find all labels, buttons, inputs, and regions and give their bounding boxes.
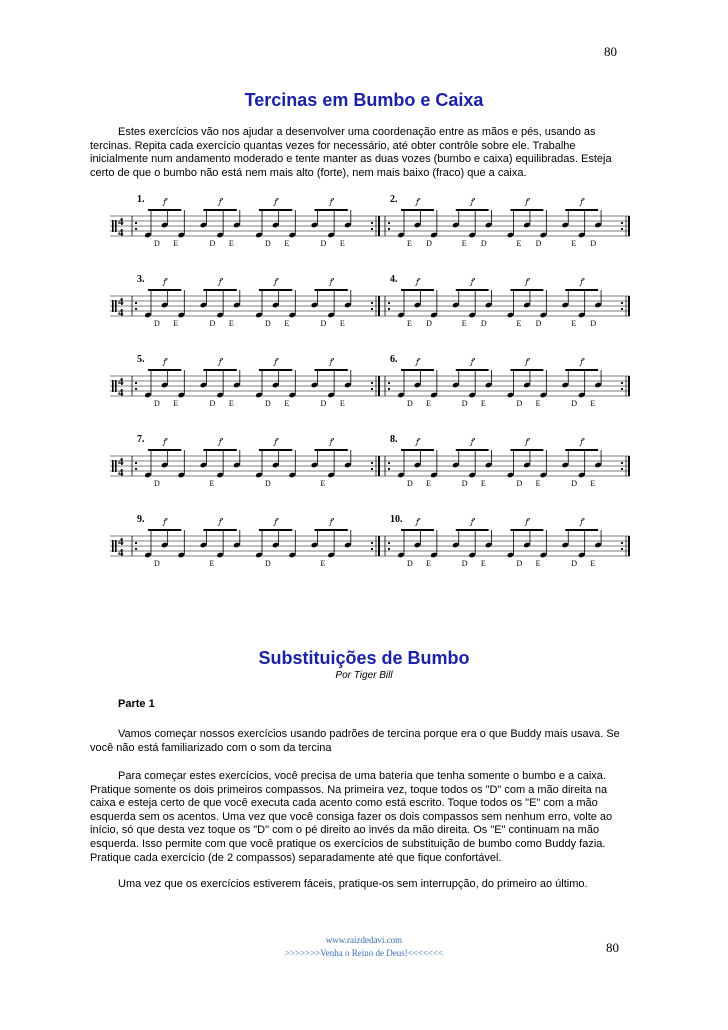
sticking-letter: D [426,319,432,328]
triplet-mark: ꝭ [218,197,222,206]
triplet-mark: ꝭ [524,357,529,366]
repeat-dot [388,308,390,310]
repeat-dot [388,388,390,390]
triplet-mark: ꝭ [162,517,167,526]
sticking-letter: D [154,479,160,488]
page-number-top: 80 [604,44,617,59]
sticking-letter: E [228,319,234,328]
sticking-letter: E [339,399,345,408]
section2-title: Substituições de Bumbo [258,648,470,668]
page-number-bottom: 80 [606,940,619,955]
triplet-mark: ꝭ [415,437,420,446]
triplet-mark: ꝭ [162,277,167,286]
section1-intro-text: Estes exercícios vão nos ajudar a desenvolver uma coordenação entre as mãos e pés, usando as tercinas. Repita cada exercício quantas vezes for necessário, até obter contrôle sobre ele. Trabalhe inicialmente num andamento moderado e tente manter as duas vozes (bumbo e caixa) equilibradas. Esteja certo de que o bumbo não está nem mais alto (forte), nem mais baixo (fraco) que a caixa. [90,126,612,179]
sticking-letter: D [320,239,327,248]
sticking-letter: E [571,239,577,248]
section2-para3-text: Uma vez que os exercícios estiverem fáceis, pratique-os sem interrupção, do primeiro ao último. [118,878,588,890]
repeat-dot [621,382,623,384]
triplet-mark: ꝭ [329,277,333,286]
triplet-mark: ꝭ [415,197,420,206]
sticking-letter: E [426,399,432,408]
section2-byline: Por Tiger Bill [335,670,393,681]
sticking-letter: D [407,559,413,568]
sticking-letter: D [461,479,468,488]
triplet-mark: ꝭ [470,437,474,446]
sticking-letter: D [209,319,216,328]
triplet-mark: ꝭ [162,197,167,206]
section2-para1 [90,728,630,755]
time-sig-top: 4 [118,536,124,548]
sticking-letter: D [516,479,523,488]
repeat-dot [371,222,373,224]
sticking-letter: D [265,239,271,248]
sticking-letter: D [154,239,160,248]
sticking-letter: E [426,479,432,488]
section1-title: Tercinas em Bumbo e Caixa [244,90,484,110]
repeat-dot [135,382,137,384]
time-sig-top: 4 [118,456,124,468]
sticking-letter: D [154,399,160,408]
repeat-dot [388,302,390,304]
triplet-mark: ꝭ [415,357,420,366]
triplet-mark: ꝭ [579,197,584,206]
sticking-letter: D [480,319,487,328]
sticking-letter: D [154,319,160,328]
triplet-mark: ꝭ [273,357,278,366]
repeat-dot [388,542,390,544]
sticking-letter: E [516,319,522,328]
triplet-mark: ꝭ [162,437,167,446]
repeat-dot [371,548,373,550]
repeat-dot [621,302,623,304]
sticking-letter: E [516,239,522,248]
sticking-letter: D [265,399,271,408]
sticking-letter: E [173,399,179,408]
triplet-mark: ꝭ [415,517,420,526]
repeat-dot [388,548,390,550]
repeat-dot [621,542,623,544]
repeat-dot [135,462,137,464]
sticking-letter: E [426,559,432,568]
repeat-dot [621,388,623,390]
exercise-number: 9. [137,514,145,525]
exercise-number: 4. [390,274,398,285]
sticking-letter: D [407,399,413,408]
triplet-mark: ꝭ [579,357,584,366]
time-sig-bottom: 4 [118,467,124,479]
sticking-letter: D [461,559,468,568]
sticking-letter: D [480,239,487,248]
triplet-mark: ꝭ [273,197,278,206]
time-sig-bottom: 4 [118,227,124,239]
triplet-mark: ꝭ [273,517,278,526]
percussion-clef [112,460,114,472]
sticking-letter: E [590,479,596,488]
repeat-dot [371,462,373,464]
sticking-letter: D [265,479,271,488]
repeat-dot [371,302,373,304]
repeat-dot [371,228,373,230]
triplet-mark: ꝭ [470,197,474,206]
sticking-letter: E [173,239,179,248]
sticking-letter: E [320,559,326,568]
sticking-letter: D [407,479,413,488]
section2-para1-text: Vamos começar nossos exercícios usando padrões de tercina porque era o que Buddy mais usava. Se você não está familiarizado com o som da tercina [90,728,620,754]
triplet-mark: ꝭ [524,197,529,206]
triplet-mark: ꝭ [470,277,474,286]
exercise-number: 6. [390,354,398,365]
time-sig-top: 4 [118,296,124,308]
triplet-mark: ꝭ [524,277,529,286]
time-sig-bottom: 4 [118,307,124,319]
repeat-dot [371,388,373,390]
repeat-dot [371,382,373,384]
exercise-number: 7. [137,434,145,445]
exercise-number: 1. [137,194,145,205]
percussion-clef [115,300,117,312]
triplet-mark: ꝭ [579,517,584,526]
triplet-mark: ꝭ [329,357,333,366]
sticking-letter: D [571,559,578,568]
percussion-clef [115,460,117,472]
sticking-letter: D [535,239,542,248]
section2-para2-text: Para começar estes exercícios, você precisa de uma bateria que tenha somente o bumbo e a caixa. Pratique somente os dois primeiros compassos. Na primeira vez, toque todos os "D" com a mão direita na caixa e esteja certo de que você executa cada acento como está escrito. Toque todos os "E" com a mão esquerda sem os acentos. Uma vez que você consiga fazer os dois compassos sem nenhum erro, volte ao início, só que desta vez toque os "D" com o pé direito ao invés da mão direita. Os "E" continuam na mão esquerda. Isso permite com que você pratique os exercícios de substituição de bumbo como Buddy fazia. Pratique cada exercício (de 2 compassos) separadamente até que fique confortável. [90,770,613,864]
sticking-letter: D [154,559,160,568]
triplet-mark: ꝭ [218,277,222,286]
repeat-dot [388,228,390,230]
part-label: Parte 1 [118,698,155,710]
repeat-dot [135,302,137,304]
sticking-letter: E [284,239,290,248]
sticking-letter: E [209,479,215,488]
footer-url: www.raizdedavi.com [325,935,403,945]
triplet-mark: ꝭ [218,437,222,446]
triplet-mark: ꝭ [329,517,333,526]
sticking-letter: E [590,559,596,568]
time-sig-bottom: 4 [118,387,124,399]
sticking-letter: E [590,399,596,408]
section2-para3 [90,878,630,892]
repeat-dot [621,228,623,230]
sticking-letter: D [571,399,578,408]
triplet-mark: ꝭ [524,517,529,526]
triplet-mark: ꝭ [470,517,474,526]
sticking-letter: E [228,399,234,408]
repeat-dot [135,468,137,470]
percussion-clef [112,220,114,232]
sticking-letter: D [209,399,216,408]
repeat-dot [388,382,390,384]
repeat-dot [371,308,373,310]
percussion-clef [115,380,117,392]
triplet-mark: ꝭ [162,357,167,366]
triplet-mark: ꝭ [579,437,584,446]
sticking-letter: D [461,399,468,408]
sticking-letter: D [516,559,523,568]
sticking-letter: E [320,479,326,488]
sticking-letter: E [339,319,345,328]
sticking-letter: E [571,319,577,328]
section1-intro [90,126,630,180]
repeat-dot [135,222,137,224]
exercise-number: 5. [137,354,145,365]
repeat-dot [371,542,373,544]
triplet-mark: ꝭ [415,277,420,286]
percussion-clef [112,540,114,552]
sticking-letter: D [590,319,597,328]
sticking-letter: E [480,559,486,568]
repeat-dot [388,468,390,470]
repeat-dot [621,548,623,550]
percussion-clef [112,380,114,392]
sticking-letter: D [265,319,271,328]
sticking-letter: D [535,319,542,328]
sticking-letter: D [320,399,327,408]
sticking-letter: D [590,239,597,248]
sticking-letter: E [407,319,412,328]
exercise-number: 2. [390,194,398,205]
footer-tagline: >>>>>>>Venha o Reino de Deus!<<<<<<< [284,948,444,958]
percussion-clef [115,540,117,552]
sticking-letter: D [516,399,523,408]
repeat-dot [135,548,137,550]
repeat-dot [135,388,137,390]
sticking-letter: E [284,399,290,408]
repeat-dot [135,542,137,544]
triplet-mark: ꝭ [329,437,333,446]
sticking-letter: D [320,319,327,328]
sticking-letter: E [173,319,179,328]
sticking-letter: D [265,559,271,568]
time-sig-top: 4 [118,376,124,388]
sticking-letter: D [426,239,432,248]
sticking-letter: D [571,479,578,488]
repeat-dot [621,308,623,310]
triplet-mark: ꝭ [329,197,333,206]
triplet-mark: ꝭ [273,277,278,286]
repeat-dot [388,462,390,464]
triplet-mark: ꝭ [218,357,222,366]
exercise-number: 3. [137,274,145,285]
sticking-letter: E [535,399,541,408]
triplet-mark: ꝭ [524,437,529,446]
triplet-mark: ꝭ [273,437,278,446]
sticking-letter: E [480,399,486,408]
repeat-dot [621,222,623,224]
triplet-mark: ꝭ [579,277,584,286]
sticking-letter: D [209,239,216,248]
exercise-number: 8. [390,434,398,445]
sticking-letter: E [339,239,345,248]
section2-para2 [90,770,630,865]
repeat-dot [388,222,390,224]
repeat-dot [371,468,373,470]
triplet-mark: ꝭ [218,517,222,526]
sticking-letter: E [407,239,412,248]
sticking-letter: E [284,319,290,328]
sticking-letter: E [461,239,467,248]
sticking-letter: E [535,559,541,568]
sticking-letter: E [461,319,467,328]
repeat-dot [135,228,137,230]
repeat-dot [621,462,623,464]
repeat-dot [135,308,137,310]
drum-notation [100,188,640,608]
sticking-letter: E [480,479,486,488]
triplet-mark: ꝭ [470,357,474,366]
time-sig-top: 4 [118,216,124,228]
time-sig-bottom: 4 [118,547,124,559]
exercise-number: 10. [390,514,403,525]
percussion-clef [112,300,114,312]
sticking-letter: E [535,479,541,488]
repeat-dot [621,468,623,470]
sticking-letter: E [209,559,215,568]
sticking-letter: E [228,239,234,248]
percussion-clef [115,220,117,232]
